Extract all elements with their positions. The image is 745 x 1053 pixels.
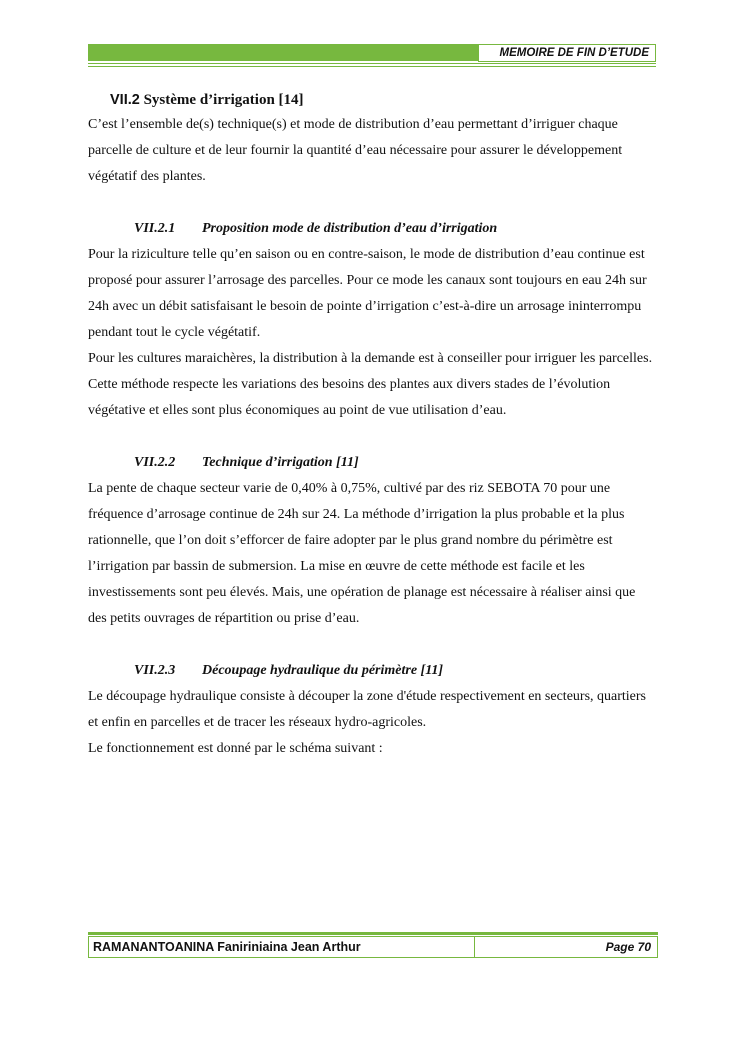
document-body [88, 88, 656, 762]
footer-rule [88, 932, 658, 935]
page-footer [88, 932, 658, 958]
subsection-title: Découpage hydraulique du périmètre [11] [202, 663, 444, 678]
header-green-bar [88, 44, 478, 61]
header-title-cell [478, 44, 656, 62]
paragraph: Le découpage hydraulique consiste à découper la zone d'étude respectivement en secteurs, quartiers et enfin en parcelles et de tracer les réseaux hydro-agricoles. [88, 689, 647, 730]
header-title: MEMOIRE DE FIN D’ETUDE [499, 47, 649, 59]
page-header [88, 44, 656, 68]
subsection-heading [134, 216, 656, 242]
paragraph: Le fonctionnement est donné par le schéma suivant : [88, 741, 383, 756]
subsection-number: VII.2.2 [134, 455, 176, 470]
page-number: Page 70 [605, 940, 651, 954]
paragraph: La pente de chaque secteur varie de 0,40% à 0,75%, cultivé par des riz SEBOTA 70 pour une fréquence d’arrosage continue de 24h sur 24. La méthode d’irrigation la plus probable et la plus rationnelle, que l’on doit s’efforcer de faire adopter par le plus grand nombre du périmètre est l’irrigation par bassin de submersion. La mise en œuvre de cette méthode est facile et les investissements sont peu élevés. Mais, une opération de planage est nécessaire à réaliser ainsi que des petits ouvrages de répartition ou prise d’eau. [88, 481, 636, 626]
subsection-number: VII.2.1 [134, 221, 176, 236]
paragraph: Pour la riziculture telle qu’en saison ou en contre-saison, le mode de distribution d’eau continue est proposé pour assurer l’arrosage des parcelles. Pour ce mode les canaux sont toujours en eau 24h sur 24h avec un débit satisfaisant le besoin de pointe d’irrigation c’est-à-dire un arrosage ininterrompu pendant tout le cycle végétatif. [88, 247, 647, 340]
footer-author: RAMANANTOANINA Faniriniaina Jean Arthur [89, 937, 475, 957]
section-number: VII.2 [110, 92, 140, 108]
subsection-heading [134, 658, 656, 684]
header-rule [88, 63, 656, 64]
subsection-title: Technique d’irrigation [11] [202, 455, 359, 470]
section-heading [110, 88, 656, 112]
subsection-number: VII.2.3 [134, 663, 176, 678]
footer-row [88, 936, 658, 958]
section-title: Système d’irrigation [14] [143, 92, 304, 108]
subsection-title: Proposition mode de distribution d’eau d’irrigation [202, 221, 498, 236]
section-intro: C’est l’ensemble de(s) technique(s) et mode de distribution d’eau permettant d’irriguer chaque parcelle de culture et de leur fournir la quantité d’eau nécessaire pour assurer le développement végétatif des plantes. [88, 117, 623, 184]
paragraph: Pour les cultures maraichères, la distribution à la demande est à conseiller pour irriguer les parcelles. Cette méthode respecte les variations des besoins des plantes aux divers stades de l’évolution végétative et elles sont plus économiques au point de vue utilisation d’eau. [88, 351, 653, 418]
header-rule-2 [88, 66, 656, 67]
subsection-heading [134, 450, 656, 476]
